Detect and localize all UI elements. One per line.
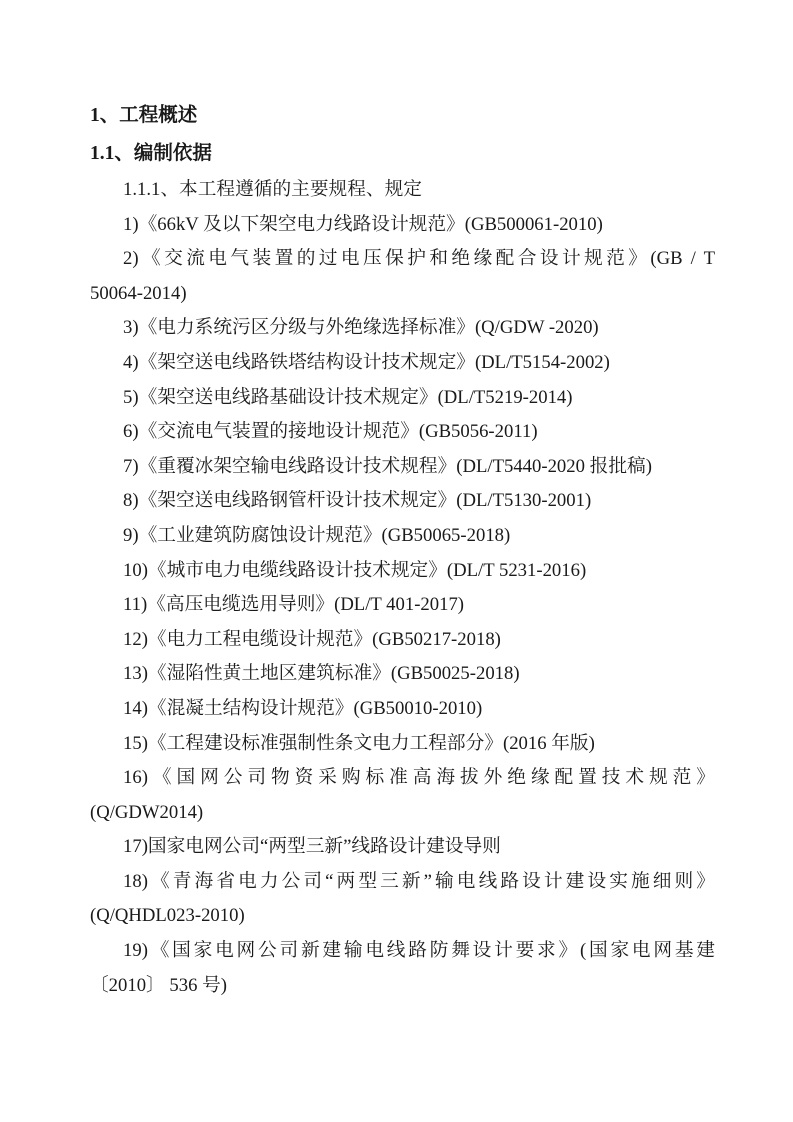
item-7-line-1: 7)《重覆冰架空输电线路设计技术规程》(DL/T5440-2020 报批稿): [123, 455, 652, 477]
item-17-line-1: 17)国家电网公司“两型三新”线路设计建设导则: [123, 836, 501, 858]
item-1-line-1: 1)《66kV 及以下架空电力线路设计规范》(GB500061-2010): [123, 213, 603, 235]
item-12-line-1: 12)《电力工程电缆设计规范》(GB50217-2018): [123, 628, 501, 650]
item-3-line-1: 3)《电力系统污区分级与外绝缘选择标准》(Q/GDW -2020): [123, 317, 599, 339]
item-16-line-1: 16)《国网公司物资采购标准高海拔外绝缘配置技术规范》: [123, 767, 715, 789]
item-8-line-1: 8)《架空送电线路钢管杆设计技术规定》(DL/T5130-2001): [123, 490, 592, 512]
item-2-line-1: 2)《交流电气装置的过电压保护和绝缘配合设计规范》(GB / T: [123, 248, 715, 270]
item-19-line-1: 19)《国家电网公司新建输电线路防舞设计要求》(国家电网基建: [123, 940, 715, 962]
item-14-line-1: 14)《混凝土结构设计规范》(GB50010-2010): [123, 697, 483, 719]
item-11-line-1: 11)《高压电缆选用导则》(DL/T 401-2017): [123, 594, 465, 616]
heading-level-2: 1.1、编制依据: [90, 143, 212, 164]
item-18-line-1: 18)《青海省电力公司“两型三新”输电线路设计建设实施细则》: [123, 870, 715, 892]
item-4-line-1: 4)《架空送电线路铁塔结构设计技术规定》(DL/T5154-2002): [123, 351, 610, 373]
item-15-line-1: 15)《工程建设标准强制性条文电力工程部分》(2016 年版): [123, 732, 595, 754]
heading-level-1: 1、工程概述: [90, 105, 198, 126]
item-6-line-1: 6)《交流电气装置的接地设计规范》(GB5056-2011): [123, 421, 538, 443]
item-2-line-2: 50064-2014): [90, 282, 187, 304]
item-10-line-1: 10)《城市电力电缆线路设计技术规定》(DL/T 5231-2016): [123, 559, 587, 581]
item-13-line-1: 13)《湿陷性黄土地区建筑标准》(GB50025-2018): [123, 663, 520, 685]
item-19-line-2: 〔2010〕 536 号): [90, 974, 228, 996]
item-16-line-2: (Q/GDW2014): [90, 801, 204, 823]
sub-heading-111: 1.1.1、本工程遵循的主要规程、规定: [123, 179, 422, 200]
item-9-line-1: 9)《工业建筑防腐蚀设计规范》(GB50065-2018): [123, 524, 511, 546]
item-18-line-2: (Q/QHDL023-2010): [90, 905, 245, 927]
item-5-line-1: 5)《架空送电线路基础设计技术规定》(DL/T5219-2014): [123, 386, 573, 408]
